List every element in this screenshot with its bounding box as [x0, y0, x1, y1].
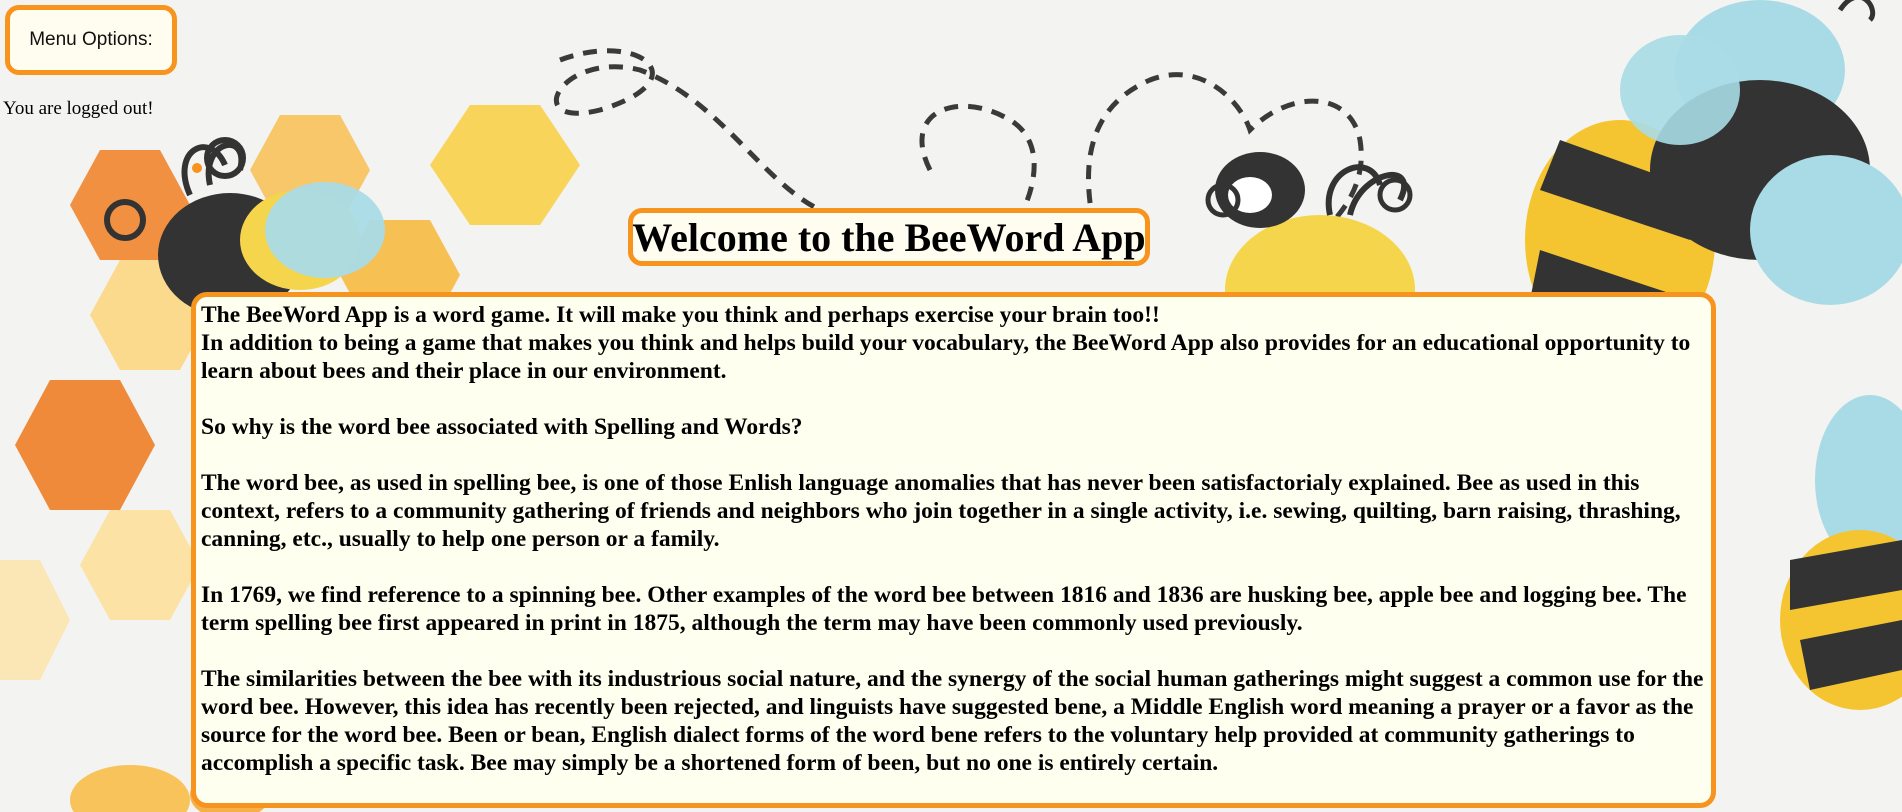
bee-lower-right-icon — [1780, 395, 1902, 710]
intro-paragraph: The BeeWord App is a word game. It will make you think and perhaps exercise your brain too!! — [201, 302, 1160, 328]
about-content-panel — [191, 292, 1716, 808]
question-heading: So why is the word bee associated with Spelling and Words? — [201, 414, 803, 440]
menu-options-button[interactable]: Menu Options: — [5, 5, 177, 75]
login-status-text: You are logged out! — [3, 98, 154, 119]
history-paragraph: In 1769, we find reference to a spinning bee. Other examples of the word bee between 1816 and 1836 are husking bee, apple bee and logging bee. The term spelling bee first appeared in print in 1875, although the term may have been commonly used previously. — [201, 582, 1687, 636]
origin-paragraph: The similarities between the bee with its industrious social nature, and the synergy of the social human gatherings might suggest a common use for the word bee. However, this idea has recently been rejected, and linguists have suggested bene, a Middle English word meaning a prayer or a favor as the source for the word bee. Been or bean, English dialect forms of the word bene refers to the voluntary help provided at community gatherings to accomplish a specific task. Bee may simply be a shortened form of been, but no one is entirely certain. — [201, 666, 1704, 776]
educational-paragraph: In addition to being a game that makes you think and helps build your vocabulary, the BeeWord App also provides for an educational opportunity to learn about bees and their place in our environment. — [201, 330, 1691, 384]
word-bee-paragraph: The word bee, as used in spelling bee, is one of those Enlish language anomalies that has never been satisfactorialy explained. Bee as used in this context, refers to a community gathering of friends and neighbors who join together in a single activity, i.e. sewing, quilting, barn raising, thrashing, canning, etc., usually to help one person or a family. — [201, 470, 1681, 552]
page-title: Welcome to the BeeWord App — [628, 208, 1150, 266]
